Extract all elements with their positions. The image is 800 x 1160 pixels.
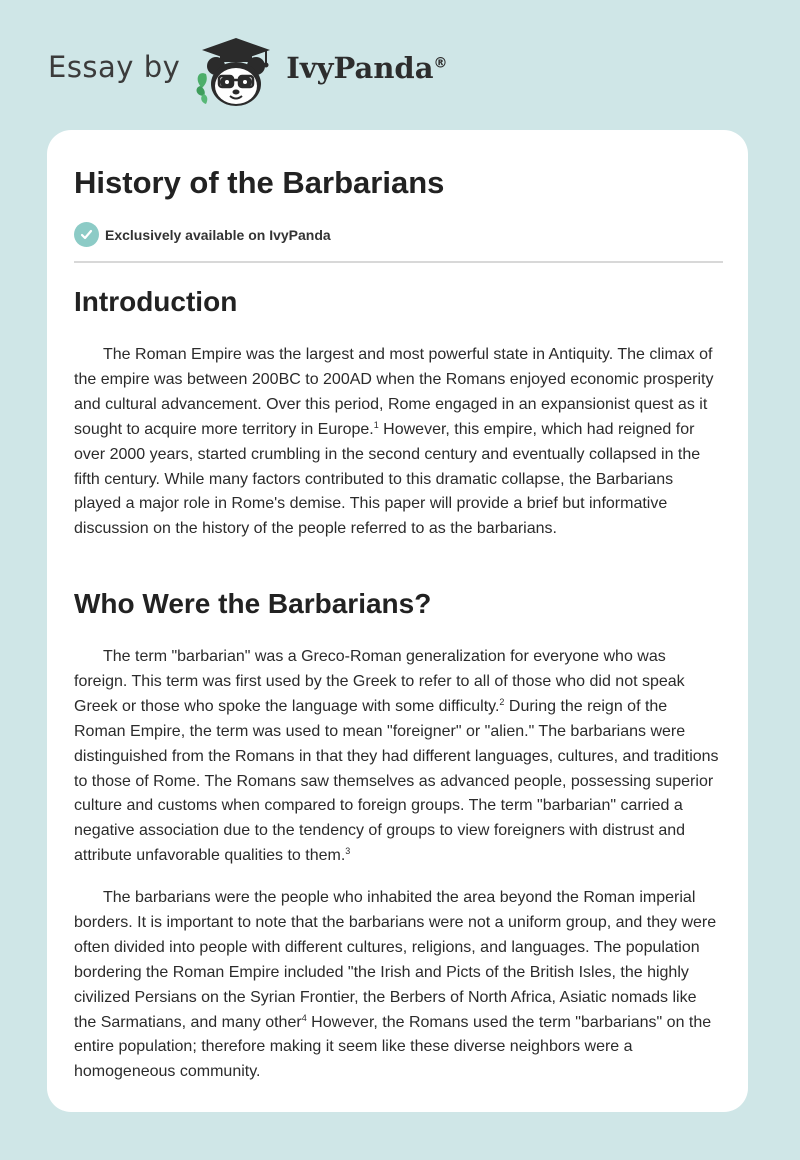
title-divider	[74, 261, 723, 263]
paragraph	[74, 645, 723, 869]
brand-prefix: Essay by	[48, 50, 181, 84]
paragraph-text: The barbarians were the people who inhabited the area beyond the Roman imperial borders. It is important to note that the barbarians were not a uniform group, and they were often divided into people with different cultures, religions, and languages. The population bordering the Roman Empire included "the Irish and Picts of the British Isles, the highly civilized Persians on the Syrian Frontier, the Berbers of North Africa, Asiatic nomads like the Sarmatians, and many other	[74, 889, 717, 1031]
paragraph	[74, 343, 723, 542]
paragraph-text: However, the Romans used the term "barbarians" on the entire population; therefore making it seem like these diverse neighbors were a homogeneous community.	[74, 1013, 712, 1081]
footnote-ref[interactable]: 1	[373, 419, 379, 430]
brand-header	[48, 30, 448, 110]
section-heading-who-were-the-barbarians: Who Were the Barbarians?	[74, 588, 432, 619]
checkmark-icon	[74, 222, 99, 247]
essay-card	[47, 130, 748, 1112]
footnote-ref[interactable]: 4	[301, 1012, 307, 1023]
section-heading-introduction: Introduction	[74, 286, 238, 317]
paragraph-text: The Roman Empire was the largest and most powerful state in Antiquity. The climax of the empire was between 200BC to 200AD when the Romans enjoyed economic prosperity and cultural advancement. Over this period, Rome engaged in an expansionist quest as it sought to acquire more territory in Europe.	[74, 346, 714, 438]
footnote-ref[interactable]: 3	[345, 846, 351, 857]
paragraph-text: During the reign of the Roman Empire, the term was used to mean "foreigner" or "alien." The barbarians were distinguished from the Romans in that they had different languages, cultures, and traditions to those of Rome. The Romans saw themselves as advanced people, possessing superior culture and customs when compared to foreign groups. The term "barbarian" carried a negative association due to the tendency of groups to view foreigners with distrust and attribute unfavorable qualities to them.	[74, 697, 719, 865]
paragraph	[74, 886, 723, 1085]
page-title: History of the Barbarians	[74, 165, 445, 200]
registered-mark: ®	[433, 55, 448, 72]
brand-name[interactable]	[286, 51, 447, 85]
paragraph-text: However, this empire, which had reigned for over 2000 years, started crumbling in the second century and eventually collapsed in the fifth century. While many factors contributed to this dramatic collapse, the Barbarians played a major role in Rome's demise. This paper will provide a brief but informative discussion on the history of the people referred to as the barbarians.	[74, 420, 701, 538]
brand-name-text: IvyPanda	[286, 51, 434, 85]
exclusive-badge	[74, 222, 331, 247]
panda-logo-icon[interactable]	[192, 30, 280, 110]
paragraph-text: The term "barbarian" was a Greco-Roman generalization for everyone who was foreign. This term was first used by the Greek to refer to all of those who did not speak Greek or those who spoke the language with some difficulty.	[74, 648, 685, 715]
badge-label: Exclusively available on IvyPanda	[105, 226, 331, 243]
footnote-ref[interactable]: 2	[499, 696, 505, 707]
